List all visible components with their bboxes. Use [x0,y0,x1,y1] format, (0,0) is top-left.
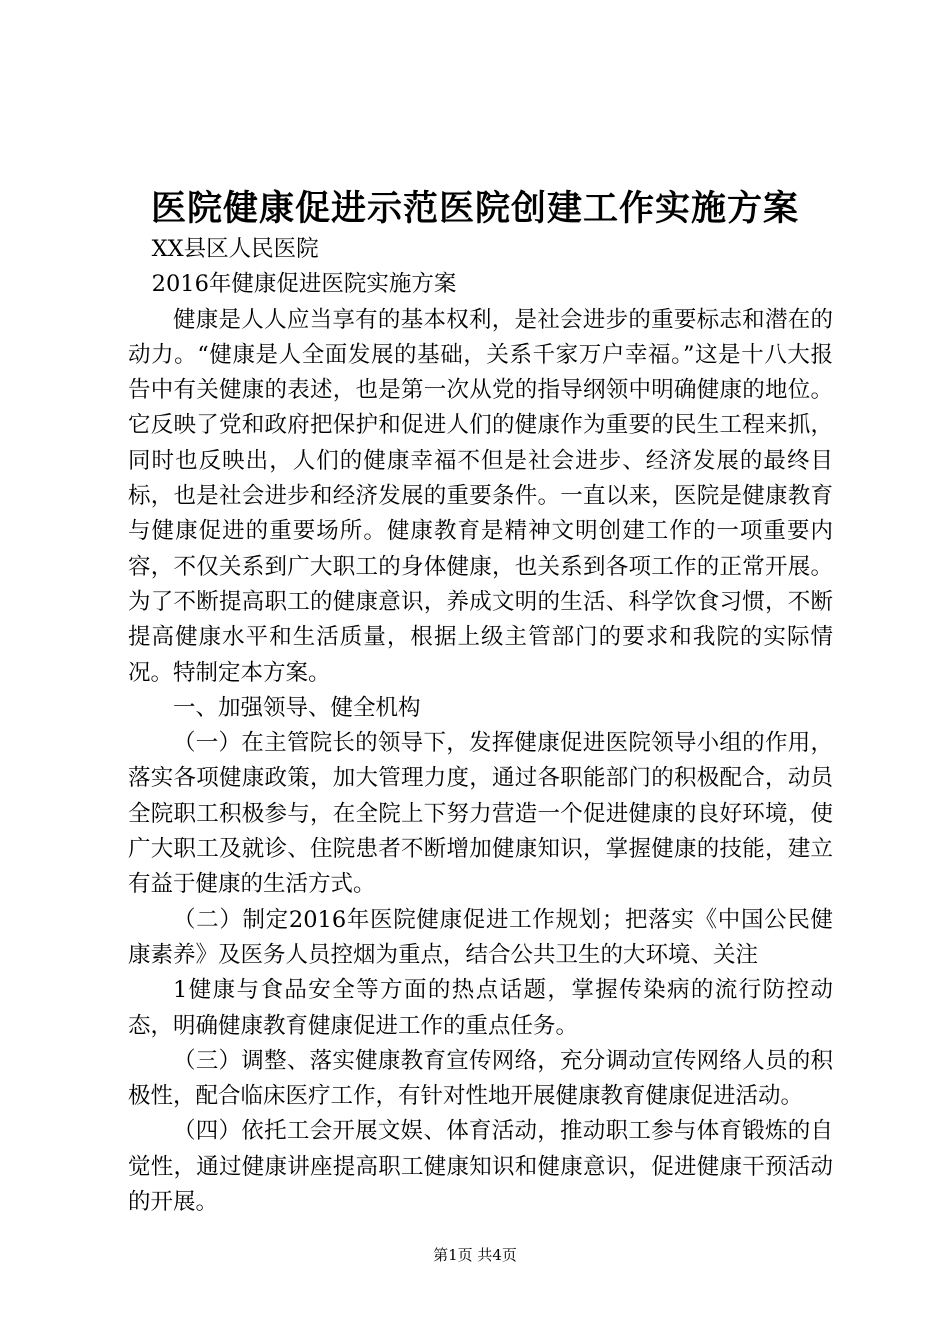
item-paragraph-3: （三）调整、落实健康教育宣传网络，充分调动宣传网络人员的积极性，配合临床医疗工作，有针对性地开展健康教育健康促进活动。 [128,1047,833,1110]
section-heading-1: 一、加强领导、健全机构 [173,694,421,721]
intro-paragraph: 健康是人人应当享有的基本权利，是社会进步的重要标志和潜在的动力。“健康是人全面发展的基础，关系千家万户幸福。”这是十八大报告中有关健康的表述，也是第一次从党的指导纲领中明确健康的地位。它反映了党和政府把保护和促进人们的健康作为重要的民生工程来抓，同时也反映出，人们的健康幸福不但是社会进步、经济发展的最终目标，也是社会进步和经济发展的重要条件。一直以来，医院是健康教育与健康促进的重要场所。健康教育是精神文明创建工作的一项重要内容，不仅关系到广大职工的身体健康，也关系到各项工作的正常开展。为了不断提高职工的健康意识，养成文明的生活、科学饮食习惯，不断提高健康水平和生活质量，根据上级主管部门的要求和我院的实际情况。特制定本方案。 [128,306,833,686]
document-body [128,232,833,1220]
item-paragraph-4: （四）依托工会开展文娱、体育活动，推动职工参与体育锻炼的自觉性，通过健康讲座提高职工健康知识和健康意识，促进健康干预活动的开展。 [128,1118,833,1216]
plan-subtitle-line: 2016年健康促进医院实施方案 [151,271,457,298]
item-paragraph-2: （二）制定2016年医院健康促进工作规划；把落实《中国公民健康素养》及医务人员控烟为重点，结合公共卫生的大环境、关注 [128,906,833,968]
item-paragraph-1: （一）在主管院长的领导下，发挥健康促进医院领导小组的作用，落实各项健康政策，加大管理力度，通过各职能部门的积极配合，动员全院职工积极参与，在全院上下努力营造一个促进健康的良好环境，使广大职工及就诊、住院患者不断增加健康知识，掌握健康的技能，建立有益于健康的生活方式。 [128,730,833,898]
document-title: 医院健康促进示范医院创建工作实施方案 [150,189,799,229]
hospital-name-line: XX县区人民医院 [151,236,319,262]
page-footer: 第1页 共4页 [433,1246,517,1264]
continuation-paragraph: 1健康与食品安全等方面的热点话题，掌握传染病的流行防控动态，明确健康教育健康促进工作的重点任务。 [128,977,833,1039]
